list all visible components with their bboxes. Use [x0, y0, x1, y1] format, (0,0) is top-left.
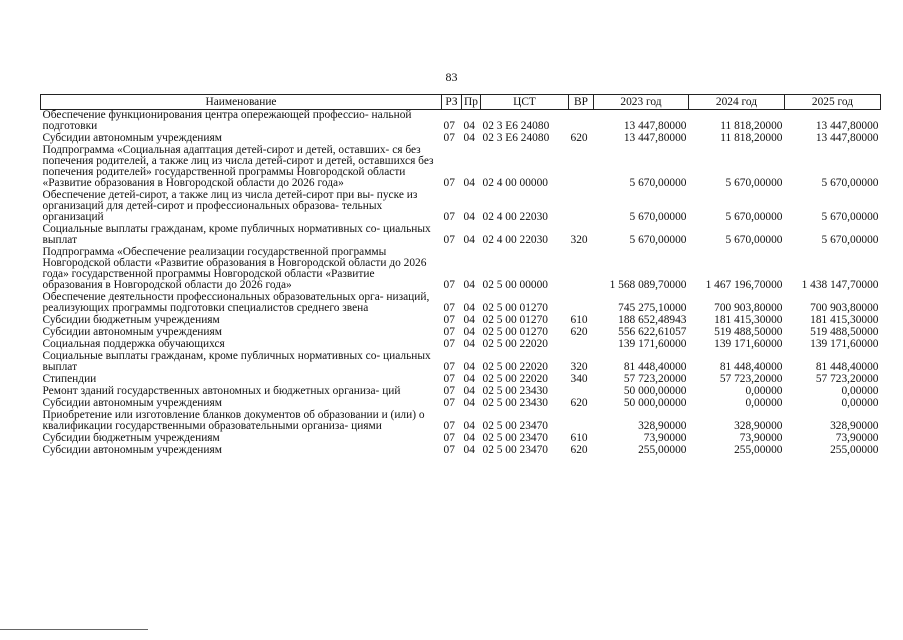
- row-2025: 81 448,40000: [815, 361, 879, 373]
- row-2023: 81 448,40000: [623, 361, 687, 373]
- header-2024: 2024 год: [689, 95, 785, 110]
- row-pr: 04: [463, 432, 475, 444]
- row-rz: 07: [443, 314, 455, 326]
- row-vr: 620: [570, 397, 588, 409]
- row-2025: 0,00000: [841, 385, 879, 397]
- footnote-divider: [0, 629, 148, 630]
- row-cst: 02 5 00 23470: [482, 432, 548, 444]
- row-name: Социальные выплаты гражданам, кроме публичных нормативных со- циальных выплат: [42, 350, 431, 373]
- row-vr: 610: [570, 314, 588, 326]
- row-pr: 04: [463, 338, 475, 350]
- row-name: Социальные выплаты гражданам, кроме публичных нормативных со- циальных выплат: [42, 223, 431, 246]
- row-name: Субсидии автономным учреждениям: [42, 326, 222, 338]
- row-2023: 328,90000: [638, 420, 687, 432]
- table-body: [41, 110, 881, 458]
- row-2023: 50 000,00000: [623, 385, 687, 397]
- row-rz: 07: [443, 211, 455, 223]
- row-rz: 07: [443, 234, 455, 246]
- row-rz: 07: [443, 373, 455, 385]
- row-2025: 73,90000: [835, 432, 879, 444]
- row-cst: 02 5 00 22020: [482, 373, 548, 385]
- row-2024: 5 670,00000: [725, 211, 783, 223]
- row-pr: 04: [463, 177, 475, 189]
- row-vr: 620: [570, 132, 588, 144]
- row-rz: 07: [443, 361, 455, 373]
- row-pr: 04: [463, 120, 475, 132]
- row-name: Подпрограмма «Социальная адаптация детей-сирот и детей, оставших- ся без попечения родителей, а также лиц из числа детей-сирот и детей, оставшихся без попечения родителей» государственной программы Новгородской области «Развитие образования в Новгородской области до 2026 года»: [42, 144, 434, 189]
- row-pr: 04: [463, 420, 475, 432]
- header-rz: РЗ: [442, 95, 462, 110]
- row-rz: 07: [443, 420, 455, 432]
- table-row: [41, 247, 881, 292]
- budget-table: [40, 94, 881, 457]
- row-rz: 07: [443, 385, 455, 397]
- row-2023: 139 171,60000: [618, 338, 687, 350]
- row-2023: 5 670,00000: [629, 177, 687, 189]
- row-pr: 04: [463, 397, 475, 409]
- table-row: [41, 110, 881, 134]
- row-2023: 188 652,48943: [618, 314, 687, 326]
- row-2023: 5 670,00000: [629, 234, 687, 246]
- row-2023: 556 622,61057: [618, 326, 687, 338]
- row-name: Субсидии автономным учреждениям: [42, 444, 222, 456]
- row-pr: 04: [463, 132, 475, 144]
- table-row: [41, 292, 881, 315]
- row-name: Приобретение или изготовление бланков документов об образовании и (или) о квалификации государственными образовательными организа- циями: [42, 409, 425, 432]
- row-2025: 57 723,20000: [815, 373, 879, 385]
- row-pr: 04: [463, 302, 475, 314]
- row-2025: 255,00000: [830, 444, 879, 456]
- row-name: Субсидии автономным учреждениям: [42, 397, 222, 409]
- row-vr: [569, 292, 594, 315]
- row-vr: 340: [570, 373, 588, 385]
- row-2024: 139 171,60000: [714, 338, 783, 350]
- row-rz: 07: [443, 302, 455, 314]
- row-2024: 57 723,20000: [719, 373, 783, 385]
- row-2024: 0,00000: [745, 397, 783, 409]
- row-2024: 81 448,40000: [719, 361, 783, 373]
- table-row: [41, 410, 881, 433]
- row-2024: 181 415,30000: [714, 314, 783, 326]
- row-vr: [569, 339, 594, 351]
- row-vr: [569, 247, 594, 292]
- row-rz: 07: [443, 326, 455, 338]
- row-cst: 02 5 00 23470: [482, 444, 548, 456]
- row-2024: 519 488,50000: [714, 326, 783, 338]
- row-2023: 50 000,00000: [623, 397, 687, 409]
- row-vr: 610: [570, 432, 588, 444]
- page-number: 83: [445, 70, 458, 84]
- row-cst: 02 3 Е6 24080: [482, 120, 550, 132]
- row-name: Подпрограмма «Обеспечение реализации государственной программы Новгородской области «Развитие образования в Новгородской области до 2026 года» государственной программы Новгородской области «Развитие образования в Новгородской области до 2026 года»: [42, 246, 427, 291]
- row-cst: 02 3 Е6 24080: [482, 132, 550, 144]
- row-name: Стипендии: [42, 373, 97, 385]
- row-2025: 181 415,30000: [810, 314, 879, 326]
- row-rz: 07: [443, 444, 455, 456]
- row-rz: 07: [443, 338, 455, 350]
- row-2024: 11 818,20000: [720, 120, 783, 132]
- row-cst: 02 5 00 01270: [482, 302, 548, 314]
- row-rz: 07: [443, 120, 455, 132]
- row-name: Обеспечение функционирования центра опережающей профессио- нальной подготовки: [42, 109, 412, 132]
- row-2025: 5 670,00000: [821, 234, 879, 246]
- row-cst: 02 5 00 00000: [482, 279, 548, 291]
- row-cst: 02 5 00 22020: [482, 361, 548, 373]
- row-2024: 1 467 196,70000: [705, 279, 783, 291]
- row-vr: [569, 110, 594, 134]
- row-2025: 519 488,50000: [810, 326, 879, 338]
- row-cst: 02 4 00 22030: [482, 211, 548, 223]
- row-rz: 07: [443, 397, 455, 409]
- row-vr: 320: [570, 361, 588, 373]
- header-pr: Пр: [462, 95, 481, 110]
- row-vr: 620: [570, 326, 588, 338]
- row-rz: 07: [443, 132, 455, 144]
- table-row: [41, 351, 881, 374]
- row-2024: 700 903,80000: [714, 302, 783, 314]
- row-cst: 02 5 00 22020: [482, 338, 548, 350]
- row-2023: 745 275,10000: [618, 302, 687, 314]
- row-2023: 13 447,80000: [623, 132, 687, 144]
- header-cst: ЦСТ: [481, 95, 569, 110]
- row-2023: 255,00000: [638, 444, 687, 456]
- row-name: Обеспечение деятельности профессиональных образовательных орга- низаций, реализующих программы подготовки специалистов среднего звена: [42, 291, 430, 314]
- table-row: [41, 445, 881, 457]
- row-2024: 328,90000: [734, 420, 783, 432]
- row-2024: 73,90000: [739, 432, 783, 444]
- row-pr: 04: [463, 234, 475, 246]
- row-2025: 1 438 147,70000: [801, 279, 879, 291]
- header-2025: 2025 год: [785, 95, 881, 110]
- row-cst: 02 5 00 01270: [482, 326, 548, 338]
- row-name: Субсидии автономным учреждениям: [42, 132, 222, 144]
- row-pr: 04: [463, 279, 475, 291]
- row-rz: 07: [443, 432, 455, 444]
- row-pr: 04: [463, 314, 475, 326]
- row-pr: 04: [463, 444, 475, 456]
- row-2023: 57 723,20000: [623, 373, 687, 385]
- row-cst: 02 5 00 23430: [482, 397, 548, 409]
- table-row: [41, 190, 881, 224]
- row-2025: 5 670,00000: [821, 177, 879, 189]
- row-2023: 73,90000: [643, 432, 687, 444]
- row-name: Обеспечение детей-сирот, а также лиц из числа детей-сирот при вы- пуске из организаций для детей-сирот и профессиональных образова- тельных организаций: [42, 189, 418, 223]
- header-vr: ВР: [569, 95, 594, 110]
- row-name: Ремонт зданий государственных автономных и бюджетных организа- ций: [42, 385, 401, 397]
- row-name: Социальная поддержка обучающихся: [42, 338, 225, 350]
- row-pr: 04: [463, 326, 475, 338]
- row-rz: 07: [443, 279, 455, 291]
- row-name: Субсидии бюджетным учреждениям: [42, 314, 220, 326]
- row-cst: 02 4 00 00000: [482, 177, 548, 189]
- header-name: Наименование: [41, 95, 442, 110]
- row-pr: 04: [463, 373, 475, 385]
- row-2025: 700 903,80000: [810, 302, 879, 314]
- row-vr: [569, 190, 594, 224]
- row-2023: 13 447,80000: [623, 120, 687, 132]
- row-rz: 07: [443, 177, 455, 189]
- header-2023: 2023 год: [594, 95, 689, 110]
- row-vr: 620: [570, 444, 588, 456]
- row-pr: 04: [463, 211, 475, 223]
- row-2023: 5 670,00000: [629, 211, 687, 223]
- row-vr: 320: [570, 234, 588, 246]
- table-row: [41, 224, 881, 247]
- row-2024: 255,00000: [734, 444, 783, 456]
- row-2025: 0,00000: [841, 397, 879, 409]
- row-2023: 1 568 089,70000: [609, 279, 687, 291]
- row-vr: [569, 145, 594, 190]
- row-2024: 0,00000: [745, 385, 783, 397]
- row-2025: 13 447,80000: [815, 120, 879, 132]
- row-pr: 04: [463, 385, 475, 397]
- row-2025: 328,90000: [830, 420, 879, 432]
- row-2025: 139 171,60000: [810, 338, 879, 350]
- row-2025: 13 447,80000: [815, 132, 879, 144]
- row-cst: 02 5 00 23470: [482, 420, 548, 432]
- row-2025: 5 670,00000: [821, 211, 879, 223]
- table-header-row: [41, 95, 881, 110]
- row-vr: [569, 410, 594, 433]
- table-row: [41, 145, 881, 190]
- row-2024: 5 670,00000: [725, 177, 783, 189]
- row-name: Субсидии бюджетным учреждениям: [42, 432, 220, 444]
- row-pr: 04: [463, 361, 475, 373]
- row-cst: 02 5 00 01270: [482, 314, 548, 326]
- row-cst: 02 5 00 23430: [482, 385, 548, 397]
- row-cst: 02 4 00 22030: [482, 234, 548, 246]
- row-2024: 11 818,20000: [720, 132, 783, 144]
- row-2024: 5 670,00000: [725, 234, 783, 246]
